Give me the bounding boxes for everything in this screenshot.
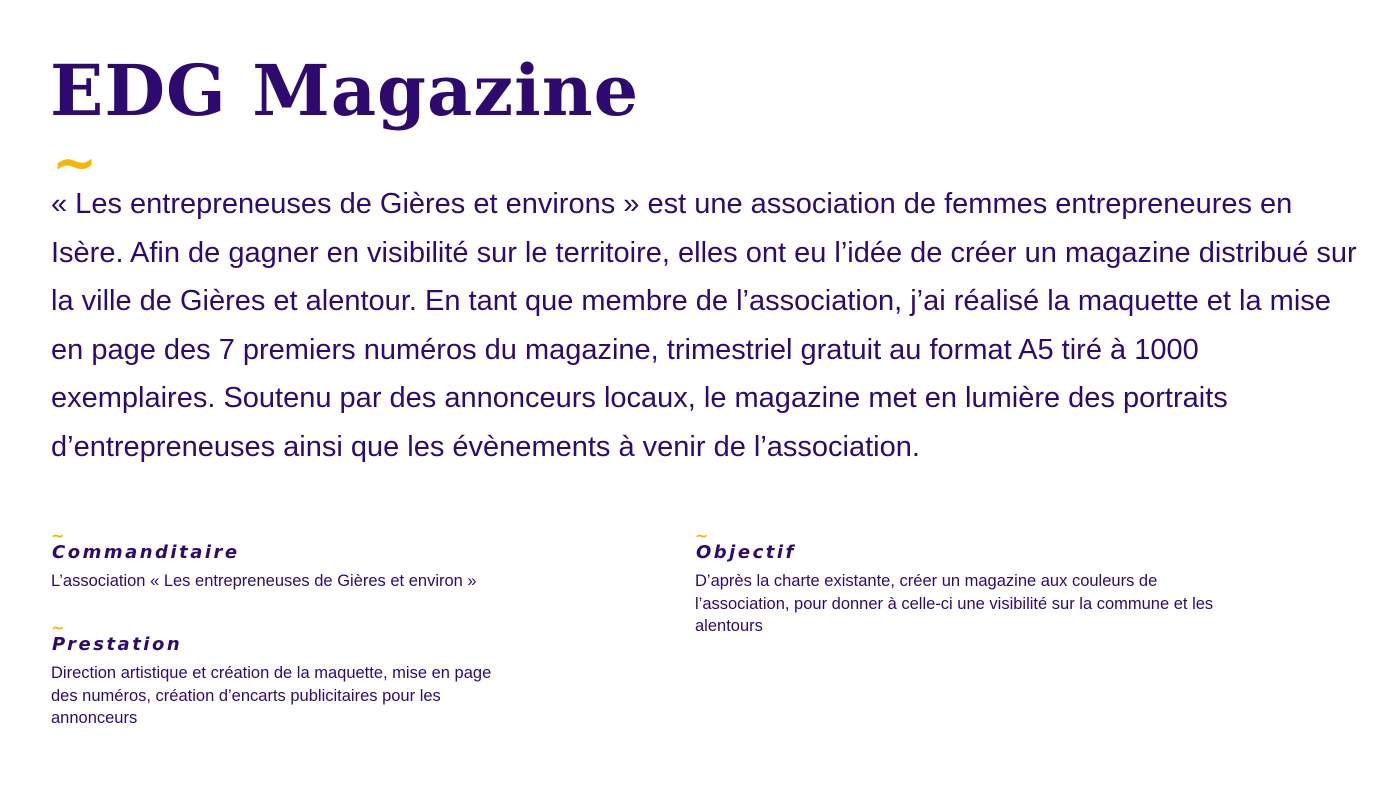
prestation-text: Direction artistique et création de la maquette, mise en page des numéros, création d’encarts publicitaires pour les annonceurs — [51, 664, 492, 727]
intro-paragraph: « Les entrepreneuses de Gières et environs » est une association de femmes entrepreneures en Isère. Afin de gagner en visibilité sur le territoire, elles ont eu l’idée de créer un magazine distribué sur la ville de Gières et alentour. En tant que membre de l’association, j’ai réalisé la maquette et la mise en page des 7 premiers numéros du magazine, trimestriel gratuit au format A5 tiré à 1000 exemplaires. Soutenu par des annonceurs locaux, le magazine met en lumière des portraits d’entrepreneuses ainsi que les évènements à venir de l’association. — [51, 188, 1357, 463]
objectif-text: D’après la charte existante, créer un magazine aux couleurs de l’association, pour donner à celle-ci une visibilité sur la commune et les alentours — [695, 572, 1214, 635]
objectif-tilde-ornament: ~ — [695, 526, 709, 545]
commanditaire-tilde-ornament: ~ — [51, 526, 65, 545]
objectif-label: Objectif — [696, 542, 796, 563]
commanditaire-text: L’association « Les entrepreneuses de Gières et environ » — [51, 572, 477, 590]
prestation-tilde-ornament: ~ — [51, 618, 65, 637]
commanditaire-label: Commanditaire — [52, 542, 240, 563]
prestation-label: Prestation — [52, 634, 183, 655]
page-title: EDG Magazine — [50, 49, 640, 132]
title-tilde-ornament: ~ — [52, 131, 98, 194]
